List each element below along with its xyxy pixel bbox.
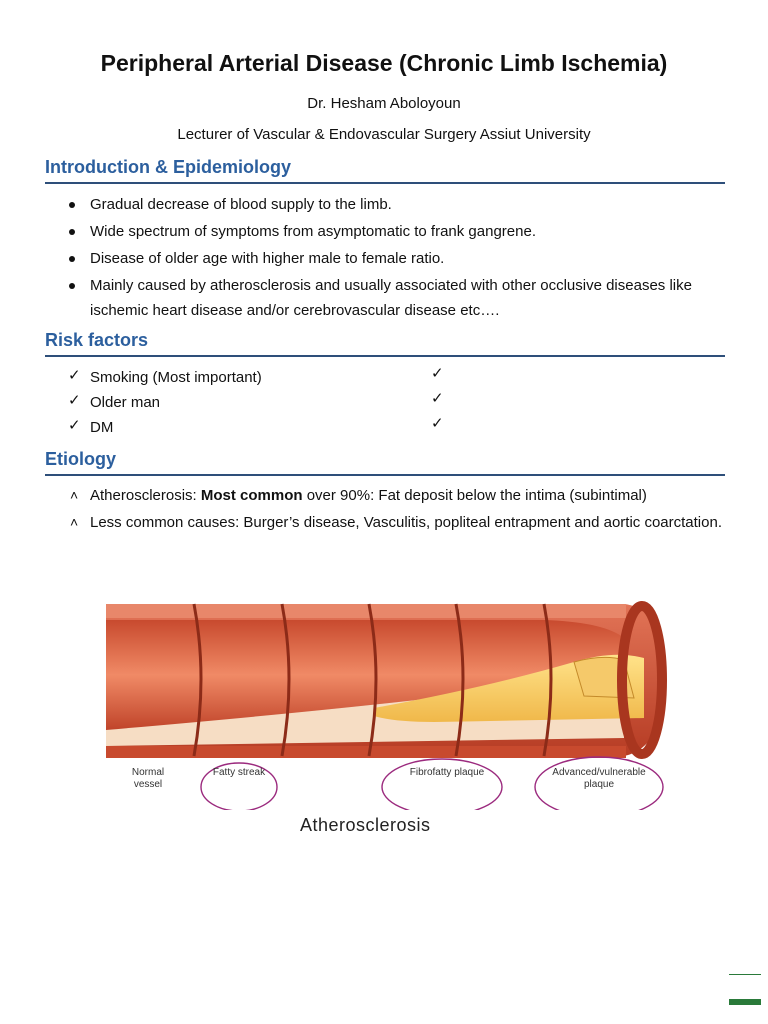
figure-caption: Atherosclerosis: [300, 815, 431, 835]
intro-list: [90, 192, 730, 323]
list-item: ˄ Atherosclerosis: Most common over 90%: Fat deposit below the intima (subintimal): [90, 483, 730, 508]
section-heading-etiology: Etiology: [45, 449, 725, 476]
list-item: Mainly caused by atherosclerosis and usually associated with other occlusive diseases like ischemic heart disease and/or cerebrovascular disease etc….: [90, 273, 730, 323]
list-item: [431, 388, 751, 413]
list-item: [431, 413, 751, 438]
document-title: Peripheral Arterial Disease (Chronic Limb Ischemia): [100, 50, 668, 76]
etiology-list: [90, 483, 730, 535]
checkmark-icon: ✓: [431, 365, 444, 382]
checkmark-icon: ✓: [68, 392, 81, 409]
checkmark-icon: ✓: [431, 415, 444, 432]
risk-factors-list-left: [68, 365, 388, 440]
stage-label-fatty-streak: Fatty streak: [212, 767, 266, 778]
list-item: [431, 363, 751, 388]
list-item: ✓ DM: [68, 415, 388, 440]
section-heading-introduction: Introduction & Epidemiology: [45, 157, 725, 184]
checkmark-icon: ✓: [68, 367, 81, 384]
list-item: Disease of older age with higher male to female ratio.: [90, 246, 730, 271]
author-affiliation: Lecturer of Vascular & Endovascular Surgery Assiut University: [177, 126, 591, 143]
stage-label-advanced: Advanced/vulnerable plaque: [552, 767, 646, 790]
stage-label-fibrofatty: Fibrofatty plaque: [409, 767, 485, 778]
vessel-top-wall: [106, 604, 626, 618]
vessel-bottom-wall: [106, 746, 626, 758]
list-item: ✓ Smoking (Most important): [68, 365, 388, 390]
checkmark-icon: ✓: [68, 417, 81, 434]
list-item: ✓ Older man: [68, 390, 388, 415]
emphasis-text: Most common: [200, 487, 303, 504]
footer-rule: [729, 974, 761, 975]
author-name: Dr. Hesham Aboloyoun: [307, 95, 461, 112]
footer-bar: [729, 999, 761, 1005]
stage-label-normal: Normal vessel: [131, 767, 165, 790]
list-item: Gradual decrease of blood supply to the limb.: [90, 192, 730, 217]
list-item: ˄ Less common causes: Burger’s disease, Vasculitis, popliteal entrapment and aortic coarctation.: [90, 510, 730, 535]
checkmark-icon: ✓: [431, 390, 444, 407]
risk-factors-list-right: [431, 363, 751, 438]
section-heading-risk-factors: Risk factors: [45, 330, 725, 357]
list-item: Wide spectrum of symptoms from asymptomatic to frank gangrene.: [90, 219, 730, 244]
